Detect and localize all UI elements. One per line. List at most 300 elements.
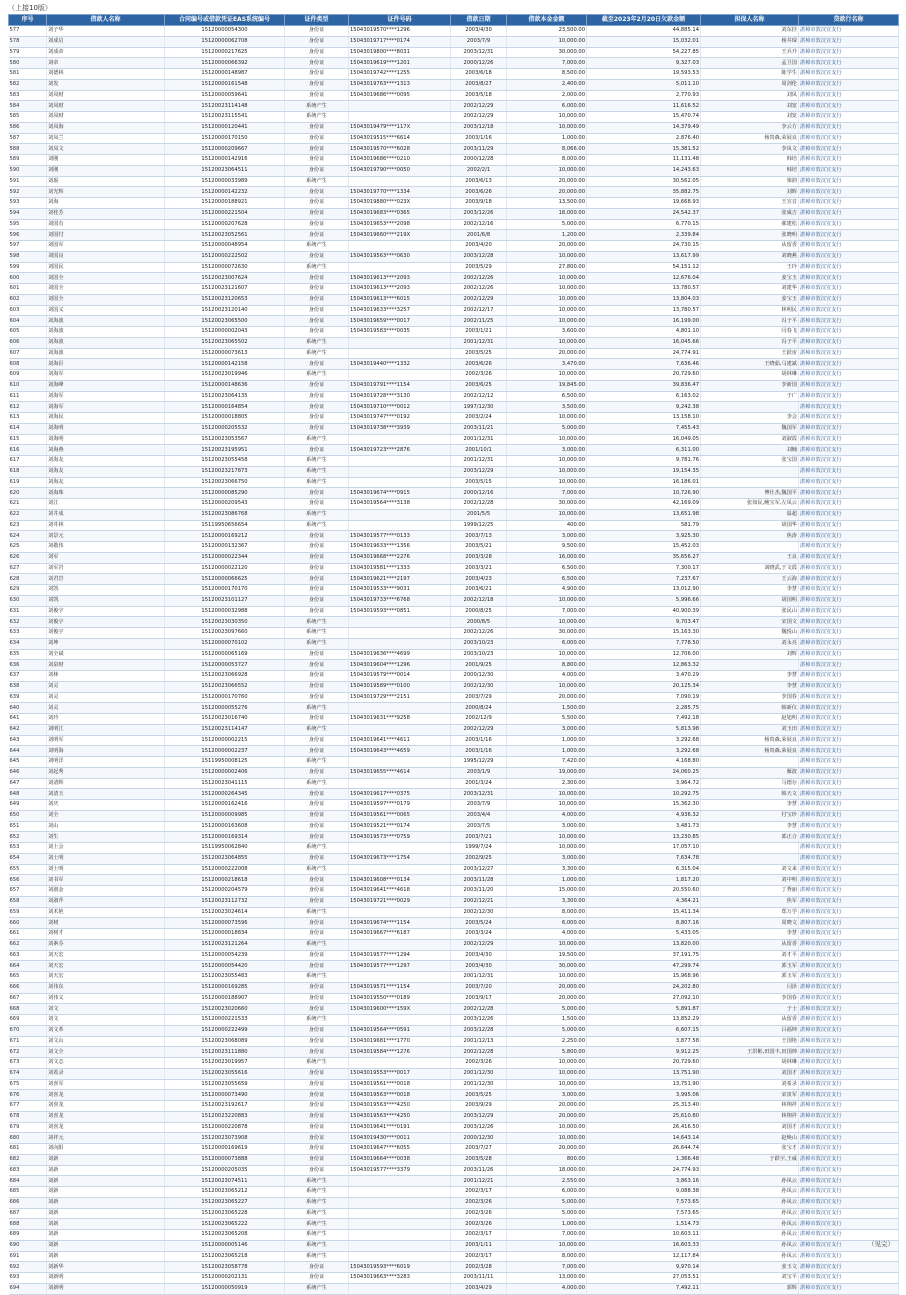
row-number: 627 (9, 563, 47, 574)
id-number: 15043019570****6028 (349, 144, 451, 155)
guarantor-name: 周晓文 (701, 918, 799, 929)
row-number: 660 (9, 918, 47, 929)
guarantor-name: 刘晓武,于文霞 (701, 563, 799, 574)
guarantor-name (701, 477, 799, 488)
lending-bank: 湛樟市敦汉宣支行 (799, 520, 899, 531)
lending-bank: 湛樟市敦汉宣支行 (799, 348, 899, 359)
id-number: 15043019564****3138 (349, 499, 451, 510)
id-type: 身份证 (285, 294, 349, 305)
outstanding-balance: 13,230.85 (587, 832, 701, 843)
id-type: 身份证 (285, 531, 349, 542)
col-header-no: 序号 (9, 15, 47, 26)
loan-date: 2000/8/5 (451, 617, 507, 628)
row-number: 614 (9, 423, 47, 434)
principal-amount: 7,000.00 (507, 58, 587, 69)
row-number: 590 (9, 165, 47, 176)
guarantor-name: 孙凤云 (701, 1187, 799, 1198)
guarantor-name: 孙凤云 (701, 1240, 799, 1251)
id-number: 15043019674****0915 (349, 488, 451, 499)
lending-bank: 湛樟市敦汉宣支行 (799, 1058, 899, 1069)
lending-bank: 湛樟市敦汉宣支行 (799, 638, 899, 649)
row-number: 597 (9, 241, 47, 252)
loan-date: 2003/4/20 (451, 241, 507, 252)
table-row (9, 69, 899, 80)
outstanding-balance: 54,151.12 (587, 262, 701, 273)
id-number: 15043019515****6614 (349, 133, 451, 144)
id-number: 15043019631****9258 (349, 714, 451, 725)
id-number: 15043019561****0018 (349, 1079, 451, 1090)
id-type: 系统产生 (285, 617, 349, 628)
id-number: 15043019564****0591 (349, 1025, 451, 1036)
id-number: 15043019440****1332 (349, 359, 451, 370)
borrower-name: 刘士明 (47, 864, 165, 875)
loan-date: 2002/12/30 (451, 907, 507, 918)
borrower-name: 刘国付 (47, 230, 165, 241)
table-row (9, 391, 899, 402)
loan-date: 2003/6/21 (451, 585, 507, 596)
id-type: 系统产生 (285, 1283, 349, 1294)
principal-amount: 10,000.00 (507, 1122, 587, 1133)
guarantor-name: 刘永亮 (701, 638, 799, 649)
guarantor-name: 孙凤云 (701, 1219, 799, 1230)
id-type: 身份证 (285, 327, 349, 338)
loan-date: 2001/3/24 (451, 778, 507, 789)
loan-date: 2003/1/16 (451, 746, 507, 757)
principal-amount: 7,000.00 (507, 1262, 587, 1273)
outstanding-balance: 4,168.80 (587, 757, 701, 768)
row-number: 663 (9, 950, 47, 961)
lending-bank: 湛樟市敦汉宣支行 (799, 423, 899, 434)
guarantor-name: 郭玉军 (701, 972, 799, 983)
contract-number: 15120023007624 (165, 273, 285, 284)
guarantor-name: 郑万学 (701, 907, 799, 918)
borrower-name: 刘凤财 (47, 112, 165, 123)
table-header-row (9, 15, 899, 26)
principal-amount: 20,000.00 (507, 1111, 587, 1122)
loan-date: 2003/4/30 (451, 961, 507, 972)
id-type: 系统产生 (285, 1058, 349, 1069)
outstanding-balance: 24,774.93 (587, 1165, 701, 1176)
borrower-name: 刘凤海 (47, 122, 165, 133)
row-number: 650 (9, 810, 47, 821)
contract-number: 15120000204579 (165, 886, 285, 897)
loan-date: 2003/11/20 (451, 886, 507, 897)
contract-number: 15120023073908 (165, 1133, 285, 1144)
borrower-name: 刘海明 (47, 434, 165, 445)
table-row (9, 1058, 899, 1069)
guarantor-name: 周剑伦 (701, 79, 799, 90)
id-type: 身份证 (285, 1122, 349, 1133)
contract-number: 15120023112732 (165, 896, 285, 907)
id-type: 身份证 (285, 821, 349, 832)
table-row (9, 660, 899, 671)
outstanding-balance: 11,131.48 (587, 155, 701, 166)
table-row (9, 198, 899, 209)
table-row (9, 585, 899, 596)
loan-date: 2001/6/8 (451, 230, 507, 241)
id-number: 15043019763****1313 (349, 79, 451, 90)
table-row (9, 262, 899, 273)
loan-date: 2001/12/31 (451, 456, 507, 467)
loan-date: 2002/3/26 (451, 1219, 507, 1230)
guarantor-name: 孙凤云 (701, 1197, 799, 1208)
contract-number: 15120023053567 (165, 434, 285, 445)
lending-bank: 湛樟市敦汉宣支行 (799, 1047, 899, 1058)
principal-amount: 6,000.00 (507, 1187, 587, 1198)
row-number: 584 (9, 101, 47, 112)
lending-bank: 湛樟市敦汉宣支行 (799, 101, 899, 112)
lending-bank: 湛樟市敦汉宣支行 (799, 434, 899, 445)
outstanding-balance: 4,364.21 (587, 896, 701, 907)
outstanding-balance: 13,158.10 (587, 413, 701, 424)
principal-amount: 10,000.00 (507, 122, 587, 133)
borrower-name: 刘新 (47, 1165, 165, 1176)
contract-number: 15120023068089 (165, 1036, 285, 1047)
id-type: 身份证 (285, 692, 349, 703)
id-number: 15043019613****2093 (349, 273, 451, 284)
guarantor-name: 刘才平 (701, 950, 799, 961)
lending-bank: 湛樟市敦汉宣支行 (799, 606, 899, 617)
guarantor-name: 刘淑霞 (701, 434, 799, 445)
loan-date: 2002/12/29 (451, 101, 507, 112)
id-type: 系统产生 (285, 972, 349, 983)
contract-number: 15120000169314 (165, 832, 285, 843)
lending-bank: 湛樟市敦汉宣支行 (799, 714, 899, 725)
loan-date: 2003/12/28 (451, 251, 507, 262)
id-type: 身份证 (285, 714, 349, 725)
table-row (9, 187, 899, 198)
contract-number: 15120023065208 (165, 1230, 285, 1241)
principal-amount: 1,000.00 (507, 875, 587, 886)
contract-number: 15120000055276 (165, 703, 285, 714)
row-number: 684 (9, 1176, 47, 1187)
lending-bank: 湛樟市敦汉宣支行 (799, 778, 899, 789)
lending-bank: 湛樟市敦汉宣支行 (799, 595, 899, 606)
outstanding-balance: 13,820.00 (587, 939, 701, 950)
table-row (9, 327, 899, 338)
loan-date: 2002/12/9 (451, 714, 507, 725)
principal-amount: 1,500.00 (507, 1015, 587, 1026)
loan-ledger-table (8, 14, 899, 1295)
borrower-name: 刘新 (47, 1208, 165, 1219)
guarantor-name: 宋寅军 (701, 1090, 799, 1101)
borrower-name: 刘玲 (47, 714, 165, 725)
contract-number: 15120000022120 (165, 563, 285, 574)
id-number: 15043019686****0210 (349, 155, 451, 166)
lending-bank: 湛樟市敦汉宣支行 (799, 90, 899, 101)
id-type: 系统产生 (285, 101, 349, 112)
id-type: 系统产生 (285, 520, 349, 531)
loan-date: 2002/12/21 (451, 896, 507, 907)
borrower-name: 刘文 (47, 1015, 165, 1026)
row-number: 619 (9, 477, 47, 488)
principal-amount: 10,000.00 (507, 1240, 587, 1251)
guarantor-name: 李慧 (701, 671, 799, 682)
principal-amount: 10,000.00 (507, 370, 587, 381)
borrower-name: 刘敬伟 (47, 542, 165, 553)
contract-number: 15120000054300 (165, 26, 285, 37)
borrower-name: 刘发 (47, 79, 165, 90)
id-number: 15043019721****0029 (349, 896, 451, 907)
principal-amount: 13,500.00 (507, 198, 587, 209)
id-type: 身份证 (285, 1090, 349, 1101)
loan-date: 2003/5/24 (451, 918, 507, 929)
outstanding-balance: 3,292.68 (587, 746, 701, 757)
table-row (9, 552, 899, 563)
outstanding-balance: 8,807.16 (587, 918, 701, 929)
outstanding-balance: 20,729.60 (587, 1058, 701, 1069)
guarantor-name (701, 843, 799, 854)
guarantor-name (701, 1165, 799, 1176)
id-number (349, 1015, 451, 1026)
outstanding-balance: 12,676.04 (587, 273, 701, 284)
guarantor-name: 丁秀丽 (701, 886, 799, 897)
borrower-name: 刘灵 (47, 703, 165, 714)
row-number: 595 (9, 219, 47, 230)
loan-date: 2003/1/9 (451, 767, 507, 778)
id-number: 15043019593****6019 (349, 1262, 451, 1273)
row-number: 623 (9, 520, 47, 531)
principal-amount: 6,500.00 (507, 574, 587, 585)
contract-number: 15120000170170 (165, 585, 285, 596)
id-number: 15043019479****117X (349, 122, 451, 133)
table-row (9, 649, 899, 660)
id-type: 系统产生 (285, 703, 349, 714)
principal-amount: 1,000.00 (507, 1219, 587, 1230)
table-row (9, 359, 899, 370)
lending-bank: 湛樟市敦汉宣支行 (799, 681, 899, 692)
id-type: 系统产生 (285, 778, 349, 789)
id-type: 系统产生 (285, 1015, 349, 1026)
outstanding-balance: 6,311.00 (587, 445, 701, 456)
loan-date: 2003/6/26 (451, 359, 507, 370)
borrower-name: 刘喜龙 (47, 1090, 165, 1101)
loan-date: 2000/8/24 (451, 703, 507, 714)
principal-amount: 6,000.00 (507, 918, 587, 929)
table-row (9, 1036, 899, 1047)
contract-number: 15120023065228 (165, 1208, 285, 1219)
outstanding-balance: 20,125.34 (587, 681, 701, 692)
contract-number: 15120000170760 (165, 692, 285, 703)
borrower-name: 刘新 (47, 1251, 165, 1262)
row-number: 645 (9, 757, 47, 768)
guarantor-name: 李慧 (701, 929, 799, 940)
outstanding-balance: 4,936.32 (587, 810, 701, 821)
table-row (9, 1133, 899, 1144)
contract-number: 15120023115541 (165, 112, 285, 123)
id-number (349, 1187, 451, 1198)
table-row (9, 1240, 899, 1251)
borrower-name: 刘海臣 (47, 359, 165, 370)
guarantor-name: 胡林琳 (701, 370, 799, 381)
guarantor-name: 于广 (701, 391, 799, 402)
outstanding-balance: 13,012.90 (587, 585, 701, 596)
contract-number: 15120023055483 (165, 972, 285, 983)
guarantor-name: 郭辉 (701, 1283, 799, 1294)
lending-bank: 湛樟市敦汉宣支行 (799, 563, 899, 574)
guarantor-name: 王玲 (701, 262, 799, 273)
contract-number: 15120000002406 (165, 767, 285, 778)
principal-amount: 3,000.00 (507, 724, 587, 735)
table-row (9, 1111, 899, 1122)
borrower-name: 刘林 (47, 671, 165, 682)
borrower-name: 刘海友 (47, 456, 165, 467)
lending-bank: 湛樟市敦汉宣支行 (799, 724, 899, 735)
principal-amount: 800.00 (507, 1154, 587, 1165)
id-type: 系统产生 (285, 434, 349, 445)
row-number: 639 (9, 692, 47, 703)
row-number: 577 (9, 26, 47, 37)
borrower-name: 刘文 (47, 1004, 165, 1015)
id-type: 身份证 (285, 896, 349, 907)
guarantor-name: 刘晖 (701, 187, 799, 198)
outstanding-balance: 24,774.91 (587, 348, 701, 359)
id-number (349, 1208, 451, 1219)
row-number: 631 (9, 606, 47, 617)
outstanding-balance: 39,836.47 (587, 380, 701, 391)
id-number (349, 939, 451, 950)
table-row (9, 875, 899, 886)
loan-date: 2002/3/17 (451, 1230, 507, 1241)
loan-date: 2002/12/26 (451, 284, 507, 295)
contract-number: 15120000142232 (165, 187, 285, 198)
table-row (9, 767, 899, 778)
borrower-name: 刘国军 (47, 241, 165, 252)
id-type: 身份证 (285, 316, 349, 327)
lending-bank: 湛樟市敦汉宣支行 (799, 208, 899, 219)
lending-bank: 湛樟市敦汉宣支行 (799, 1273, 899, 1284)
id-type: 身份证 (285, 1047, 349, 1058)
table-row (9, 380, 899, 391)
outstanding-balance: 3,863.16 (587, 1176, 701, 1187)
borrower-name: 刘凯 (47, 595, 165, 606)
id-type: 系统产生 (285, 337, 349, 348)
row-number: 658 (9, 896, 47, 907)
borrower-name: 刘素芬 (47, 939, 165, 950)
contract-number: 15120000220878 (165, 1122, 285, 1133)
contract-number: 15120000202131 (165, 1273, 285, 1284)
contract-number: 15120023111880 (165, 1047, 285, 1058)
id-number (349, 1058, 451, 1069)
loan-date: 2003/6/18 (451, 69, 507, 80)
id-number: 15043019728****3130 (349, 391, 451, 402)
guarantor-name: 温超 (701, 509, 799, 520)
row-number: 594 (9, 208, 47, 219)
outstanding-balance: 6,607.15 (587, 1025, 701, 1036)
loan-date: 2003/9/18 (451, 198, 507, 209)
borrower-name: 刘新 (47, 1197, 165, 1208)
id-type: 身份证 (285, 413, 349, 424)
table-row (9, 638, 899, 649)
borrower-name: 刘文革 (47, 1025, 165, 1036)
id-number: 15043019710****0012 (349, 402, 451, 413)
contract-number: 15120023019957 (165, 1058, 285, 1069)
row-number: 586 (9, 122, 47, 133)
contract-number: 15120023220883 (165, 1111, 285, 1122)
id-type: 身份证 (285, 853, 349, 864)
loan-date: 2003/8/27 (451, 79, 507, 90)
principal-amount: 10,000.00 (507, 316, 587, 327)
table-row (9, 348, 899, 359)
table-row (9, 789, 899, 800)
borrower-name: 刘全斌 (47, 649, 165, 660)
borrower-name: 刘天宏 (47, 972, 165, 983)
principal-amount: 10,000.00 (507, 1068, 587, 1079)
outstanding-balance: 37,191.75 (587, 950, 701, 961)
principal-amount: 1,200.00 (507, 230, 587, 241)
guarantor-name: 刘国才 (701, 1068, 799, 1079)
id-type: 身份证 (285, 1068, 349, 1079)
contract-number: 15120023019946 (165, 370, 285, 381)
row-number: 579 (9, 47, 47, 58)
table-row (9, 939, 899, 950)
table-row (9, 1219, 899, 1230)
id-number (349, 843, 451, 854)
borrower-name: 刘德林 (47, 69, 165, 80)
loan-date: 2002/11/25 (451, 316, 507, 327)
principal-amount: 10,000.00 (507, 843, 587, 854)
contract-number: 15119950062840 (165, 843, 285, 854)
borrower-name: 刘灵 (47, 681, 165, 692)
borrower-name: 刘光辉 (47, 187, 165, 198)
loan-date: 2003/4/30 (451, 950, 507, 961)
guarantor-name: 付宝珍 (701, 810, 799, 821)
id-type: 身份证 (285, 1165, 349, 1176)
id-type: 身份证 (285, 1144, 349, 1155)
table-row (9, 445, 899, 456)
contract-number: 15120023065502 (165, 337, 285, 348)
outstanding-balance: 24,542.37 (587, 208, 701, 219)
lending-bank: 湛樟市敦汉宣支行 (799, 789, 899, 800)
principal-amount: 18,000.00 (507, 1165, 587, 1176)
outstanding-balance: 13,651.98 (587, 509, 701, 520)
row-number: 608 (9, 359, 47, 370)
table-row (9, 305, 899, 316)
row-number: 640 (9, 703, 47, 714)
table-row (9, 284, 899, 295)
borrower-name: 刘新明 (47, 1273, 165, 1284)
borrower-name: 刘树 (47, 918, 165, 929)
lending-bank: 湛樟市敦汉宣支行 (799, 1015, 899, 1026)
table-row (9, 1004, 899, 1015)
outstanding-balance: 7,237.67 (587, 574, 701, 585)
loan-date: 2002/3/28 (451, 1262, 507, 1273)
outstanding-balance: 15,470.74 (587, 112, 701, 123)
contract-number: 15120000054420 (165, 961, 285, 972)
contract-number: 15120023030350 (165, 617, 285, 628)
principal-amount: 3,000.00 (507, 531, 587, 542)
row-number: 689 (9, 1230, 47, 1241)
row-number: 612 (9, 402, 47, 413)
borrower-name: 刘帝 (47, 58, 165, 69)
contract-number: 15120000073490 (165, 1090, 285, 1101)
borrower-name: 刘山 (47, 821, 165, 832)
id-number (349, 176, 451, 187)
lending-bank: 湛樟市敦汉宣支行 (799, 929, 899, 940)
id-number (349, 241, 451, 252)
borrower-name: 刘国有 (47, 219, 165, 230)
principal-amount: 7,000.00 (507, 1230, 587, 1241)
id-type: 身份证 (285, 1133, 349, 1144)
contract-number: 15120000048954 (165, 241, 285, 252)
borrower-name: 刘喜军 (47, 1079, 165, 1090)
id-number: 15043019641****0191 (349, 1122, 451, 1133)
loan-date: 1997/12/30 (451, 402, 507, 413)
row-number: 646 (9, 767, 47, 778)
borrower-name: 刘君岩 (47, 574, 165, 585)
outstanding-balance: 13,751.90 (587, 1068, 701, 1079)
lending-bank: 湛樟市敦汉宣支行 (799, 767, 899, 778)
